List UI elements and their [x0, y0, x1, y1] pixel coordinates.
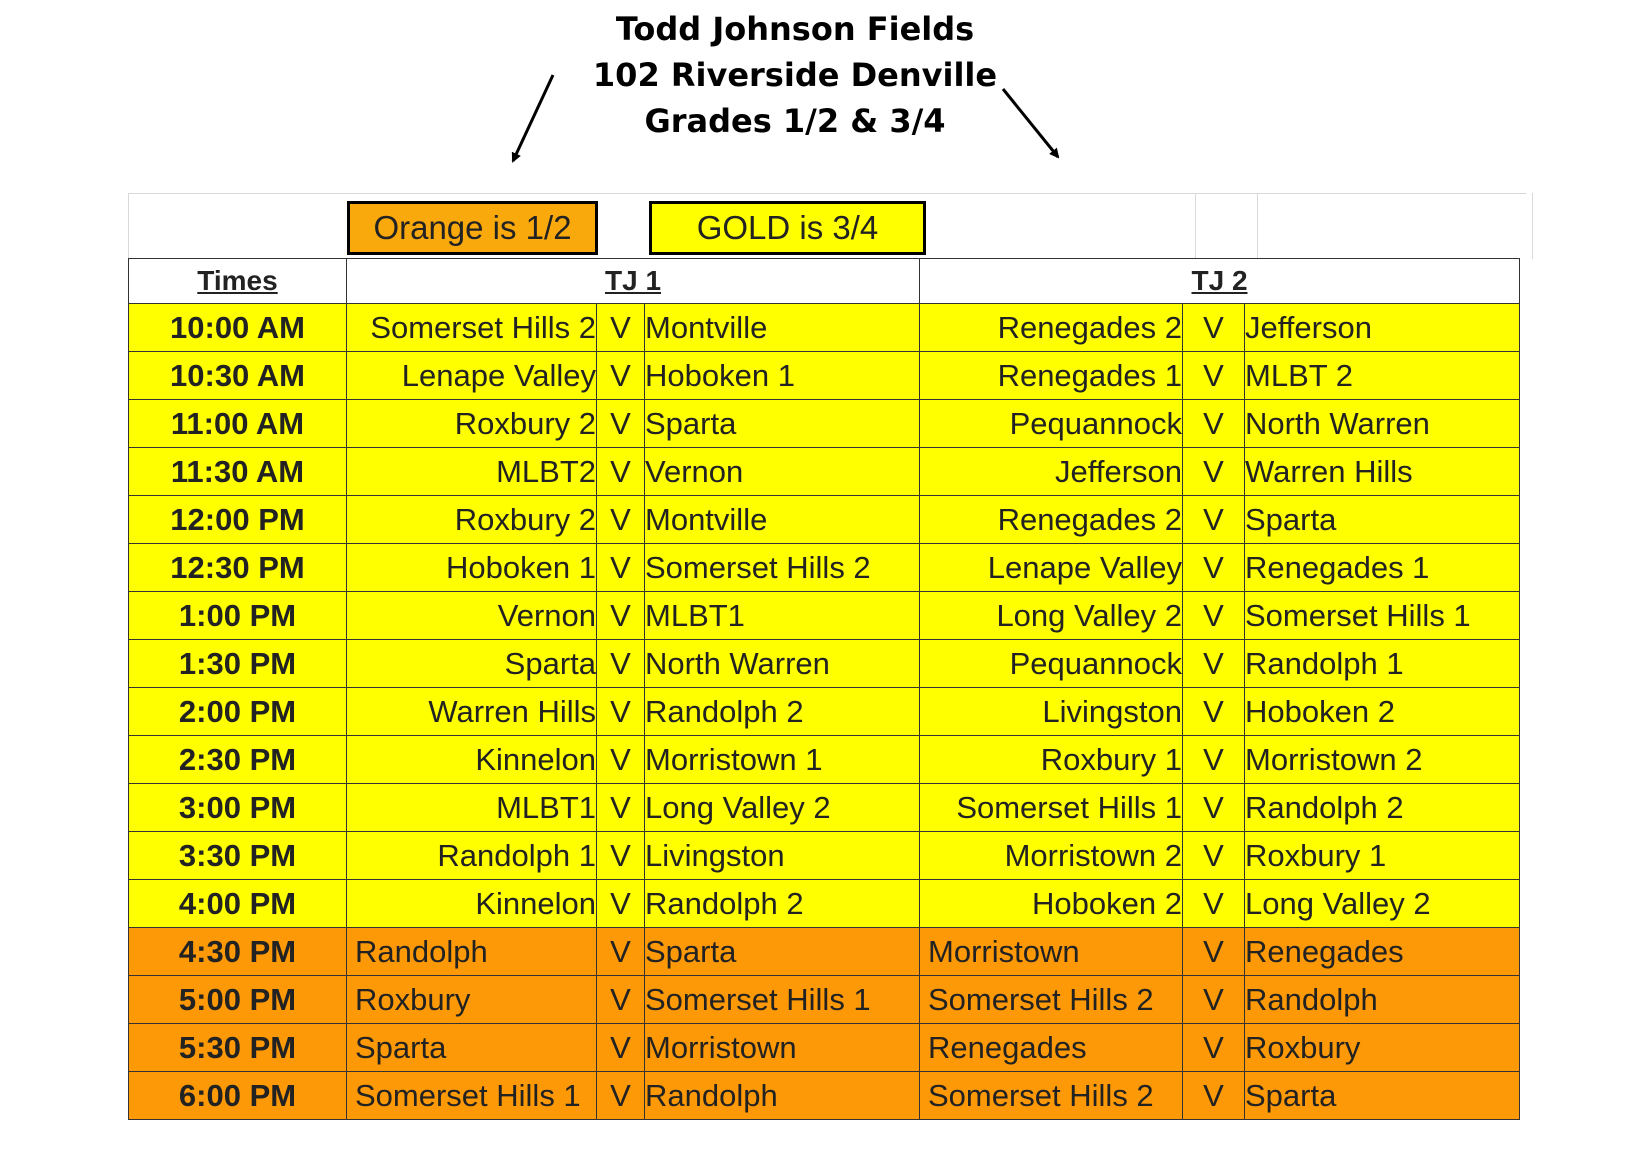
tj1-home-team: Kinnelon [347, 880, 597, 928]
tj1-home-team: Lenape Valley [347, 352, 597, 400]
tj2-home-team: Lenape Valley [920, 544, 1183, 592]
tj2-versus: V [1183, 928, 1245, 976]
left-arrow-icon [513, 75, 553, 161]
time-cell: 4:30 PM [129, 928, 347, 976]
time-cell: 12:30 PM [129, 544, 347, 592]
tj1-home-team: Sparta [347, 1024, 597, 1072]
schedule-table [128, 258, 1520, 1120]
tj1-away-team: Vernon [645, 448, 920, 496]
table-row [129, 880, 1520, 928]
tj2-home-team: Renegades 1 [920, 352, 1183, 400]
tj2-versus: V [1183, 304, 1245, 352]
tj2-versus: V [1183, 496, 1245, 544]
schedule-body [129, 304, 1520, 1120]
tj2-home-team: Roxbury 1 [920, 736, 1183, 784]
tj1-home-team: Sparta [347, 640, 597, 688]
table-row [129, 448, 1520, 496]
tj2-home-team: Jefferson [920, 448, 1183, 496]
tj1-versus: V [597, 688, 645, 736]
tj2-versus: V [1183, 688, 1245, 736]
tj1-versus: V [597, 304, 645, 352]
time-cell: 2:30 PM [129, 736, 347, 784]
legend-gold: GOLD is 3/4 [649, 201, 926, 255]
tj1-away-team: Randolph 2 [645, 880, 920, 928]
table-row [129, 688, 1520, 736]
tj2-versus: V [1183, 448, 1245, 496]
tj2-versus: V [1183, 832, 1245, 880]
tj1-home-team: MLBT1 [347, 784, 597, 832]
tj1-home-team: Roxbury 2 [347, 400, 597, 448]
tj2-versus: V [1183, 736, 1245, 784]
table-row [129, 784, 1520, 832]
time-cell: 10:00 AM [129, 304, 347, 352]
tj1-versus: V [597, 1072, 645, 1120]
tj2-home-team: Renegades 2 [920, 496, 1183, 544]
tj1-home-team: Randolph 1 [347, 832, 597, 880]
tj2-versus: V [1183, 640, 1245, 688]
tj1-versus: V [597, 976, 645, 1024]
tj2-versus: V [1183, 1024, 1245, 1072]
tj1-away-team: Randolph [645, 1072, 920, 1120]
table-row [129, 544, 1520, 592]
tj1-versus: V [597, 400, 645, 448]
tj2-away-team: Jefferson [1245, 304, 1520, 352]
tj1-home-team: Somerset Hills 2 [347, 304, 597, 352]
tj2-away-team: Roxbury 1 [1245, 832, 1520, 880]
tj1-versus: V [597, 784, 645, 832]
grid-line [1532, 193, 1533, 259]
tj2-away-team: Morristown 2 [1245, 736, 1520, 784]
tj1-home-team: Warren Hills [347, 688, 597, 736]
title-line-2: 102 Riverside Denville [592, 56, 998, 94]
tj2-away-team: Hoboken 2 [1245, 688, 1520, 736]
tj1-versus: V [597, 496, 645, 544]
table-row [129, 976, 1520, 1024]
time-cell: 10:30 AM [129, 352, 347, 400]
tj1-away-team: Livingston [645, 832, 920, 880]
table-row [129, 832, 1520, 880]
tj1-versus: V [597, 928, 645, 976]
tj1-versus: V [597, 544, 645, 592]
tj1-away-team: MLBT1 [645, 592, 920, 640]
table-row [129, 1072, 1520, 1120]
tj2-versus: V [1183, 1072, 1245, 1120]
table-row [129, 400, 1520, 448]
tj1-versus: V [597, 880, 645, 928]
tj1-away-team: Somerset Hills 1 [645, 976, 920, 1024]
time-cell: 3:30 PM [129, 832, 347, 880]
tj2-home-team: Morristown [920, 928, 1183, 976]
tj2-away-team: Long Valley 2 [1245, 880, 1520, 928]
time-cell: 4:00 PM [129, 880, 347, 928]
table-row [129, 592, 1520, 640]
tj2-home-team: Somerset Hills 2 [920, 1072, 1183, 1120]
time-cell: 11:30 AM [129, 448, 347, 496]
tj2-away-team: Renegades 1 [1245, 544, 1520, 592]
tj2-home-team: Pequannock [920, 400, 1183, 448]
table-row [129, 1024, 1520, 1072]
tj2-away-team: North Warren [1245, 400, 1520, 448]
tj2-home-team: Renegades [920, 1024, 1183, 1072]
tj1-versus: V [597, 448, 645, 496]
table-row [129, 640, 1520, 688]
time-cell: 1:00 PM [129, 592, 347, 640]
tj2-away-team: Randolph [1245, 976, 1520, 1024]
grid-line [128, 193, 129, 259]
tj2-versus: V [1183, 544, 1245, 592]
tj1-away-team: North Warren [645, 640, 920, 688]
arrows [0, 0, 1650, 200]
tj1-away-team: Morristown [645, 1024, 920, 1072]
tj2-home-team: Pequannock [920, 640, 1183, 688]
tj1-versus: V [597, 832, 645, 880]
time-cell: 1:30 PM [129, 640, 347, 688]
tj1-home-team: Hoboken 1 [347, 544, 597, 592]
tj1-home-team: Kinnelon [347, 736, 597, 784]
tj2-away-team: Renegades [1245, 928, 1520, 976]
tj2-versus: V [1183, 880, 1245, 928]
time-cell: 2:00 PM [129, 688, 347, 736]
tj1-away-team: Sparta [645, 928, 920, 976]
time-cell: 11:00 AM [129, 400, 347, 448]
tj1-versus: V [597, 640, 645, 688]
table-row [129, 352, 1520, 400]
tj2-away-team: Roxbury [1245, 1024, 1520, 1072]
tj2-home-team: Morristown 2 [920, 832, 1183, 880]
tj1-home-team: Randolph [347, 928, 597, 976]
tj2-versus: V [1183, 784, 1245, 832]
tj2-away-team: Randolph 1 [1245, 640, 1520, 688]
tj1-away-team: Randolph 2 [645, 688, 920, 736]
tj1-home-team: MLBT2 [347, 448, 597, 496]
grid-line [1195, 193, 1196, 259]
tj2-away-team: Sparta [1245, 496, 1520, 544]
tj2-away-team: Sparta [1245, 1072, 1520, 1120]
time-cell: 12:00 PM [129, 496, 347, 544]
tj1-away-team: Montville [645, 496, 920, 544]
tj2-home-team: Somerset Hills 1 [920, 784, 1183, 832]
table-row [129, 304, 1520, 352]
time-cell: 5:30 PM [129, 1024, 347, 1072]
tj2-home-team: Renegades 2 [920, 304, 1183, 352]
title-line-1: Todd Johnson Fields [615, 10, 975, 48]
tj1-versus: V [597, 352, 645, 400]
tj2-home-team: Long Valley 2 [920, 592, 1183, 640]
tj1-home-team: Roxbury 2 [347, 496, 597, 544]
tj1-home-team: Vernon [347, 592, 597, 640]
time-cell: 6:00 PM [129, 1072, 347, 1120]
tj1-away-team: Long Valley 2 [645, 784, 920, 832]
tj2-home-team: Somerset Hills 2 [920, 976, 1183, 1024]
tj2-away-team: Randolph 2 [1245, 784, 1520, 832]
tj1-away-team: Hoboken 1 [645, 352, 920, 400]
tj2-versus: V [1183, 400, 1245, 448]
tj2-away-team: Warren Hills [1245, 448, 1520, 496]
tj1-versus: V [597, 736, 645, 784]
time-cell: 5:00 PM [129, 976, 347, 1024]
time-cell: 3:00 PM [129, 784, 347, 832]
tj1-away-team: Montville [645, 304, 920, 352]
tj2-away-team: Somerset Hills 1 [1245, 592, 1520, 640]
grid-line [1257, 193, 1258, 259]
tj1-away-team: Somerset Hills 2 [645, 544, 920, 592]
table-row [129, 736, 1520, 784]
tj2-versus: V [1183, 352, 1245, 400]
column-header-tj2: TJ 2 [920, 259, 1520, 304]
legend-orange: Orange is 1/2 [347, 201, 598, 255]
tj1-home-team: Roxbury [347, 976, 597, 1024]
right-arrow-icon [1003, 89, 1058, 157]
tj2-versus: V [1183, 976, 1245, 1024]
title-line-3: Grades 1/2 & 3/4 [644, 102, 946, 140]
grid-line [128, 193, 1526, 194]
table-row [129, 928, 1520, 976]
tj2-home-team: Livingston [920, 688, 1183, 736]
tj1-away-team: Morristown 1 [645, 736, 920, 784]
tj1-versus: V [597, 592, 645, 640]
tj2-versus: V [1183, 592, 1245, 640]
tj1-home-team: Somerset Hills 1 [347, 1072, 597, 1120]
tj1-away-team: Sparta [645, 400, 920, 448]
column-header-times: Times [129, 259, 347, 304]
tj2-away-team: MLBT 2 [1245, 352, 1520, 400]
column-header-tj1: TJ 1 [347, 259, 920, 304]
tj1-versus: V [597, 1024, 645, 1072]
tj2-home-team: Hoboken 2 [920, 880, 1183, 928]
table-row [129, 496, 1520, 544]
